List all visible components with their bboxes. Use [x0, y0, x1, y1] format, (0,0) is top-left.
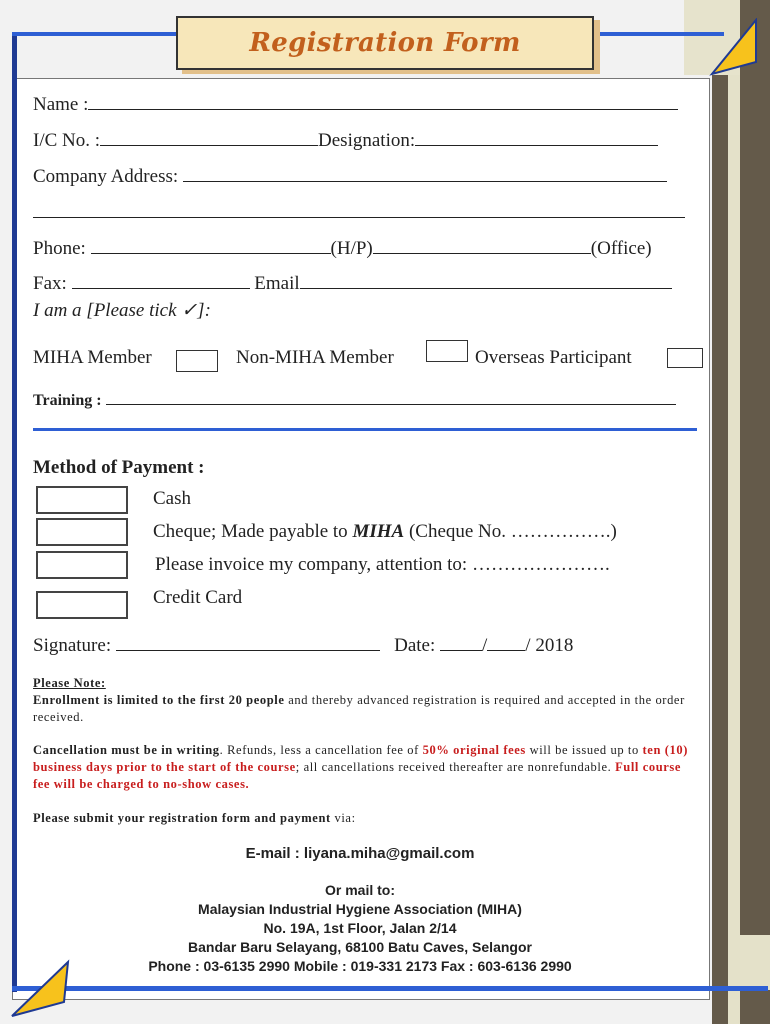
email-label: Email [254, 273, 300, 294]
bottom-right-decor-block [728, 935, 770, 990]
cash-label: Cash [153, 488, 191, 509]
cancellation-deadline: ten (10) business days prior to the start of the course [33, 743, 688, 774]
company-address-input[interactable] [183, 164, 667, 182]
contact-email: E-mail : liyana.miha@gmail.com [245, 845, 475, 862]
cheque-checkbox[interactable] [36, 518, 128, 546]
fax-input[interactable] [72, 271, 250, 289]
company-address-row-2 [33, 200, 685, 224]
phone-row [33, 236, 652, 260]
cheque-label: Cheque; Made payable to [153, 521, 353, 542]
contact-address-2: Bandar Baru Selayang, 68100 Batu Caves, Selangor [188, 939, 532, 955]
ic-input[interactable] [100, 128, 318, 146]
title-banner [176, 16, 594, 70]
date-month-input[interactable] [487, 633, 525, 651]
cancellation-text-b: will be issued up to [525, 743, 643, 757]
training-row [33, 390, 676, 412]
company-address-label: Company Address: [33, 166, 179, 187]
ic-label: I/C No. : [33, 130, 101, 151]
note-heading: Please Note: [33, 676, 106, 690]
cheque-payee: MIHA [352, 521, 405, 542]
cancellation-heading: Cancellation must be in writing [33, 743, 220, 757]
payment-heading: Method of Payment : [33, 457, 205, 478]
phone-office-input[interactable] [373, 236, 591, 254]
phone-label: Phone: [33, 238, 86, 259]
company-address-row [33, 164, 667, 188]
date-separator: / [482, 635, 488, 656]
signature-label: Signature: [33, 635, 112, 656]
hp-label: (H/P) [330, 238, 373, 259]
cheque-number-label: (Cheque No. …………….) [404, 521, 617, 542]
fax-label: Fax: [33, 273, 67, 294]
date-day-input[interactable] [440, 633, 482, 651]
right-decor-strip-edge [740, 0, 770, 1024]
phone-hp-input[interactable] [91, 236, 331, 254]
miha-member-label: MIHA Member [33, 347, 152, 368]
overseas-participant-checkbox[interactable] [667, 348, 703, 368]
ic-row [33, 128, 658, 152]
training-label: Training : [33, 392, 102, 409]
training-input[interactable] [106, 390, 676, 405]
name-row [33, 92, 678, 116]
name-input[interactable] [88, 92, 678, 110]
invoice-label: Please invoice my company, attention to: …………………. [155, 554, 610, 575]
note-enrollment [33, 675, 701, 726]
company-address-input-2[interactable] [33, 200, 685, 218]
fax-email-row [33, 271, 672, 295]
top-right-triangle-icon [698, 18, 758, 78]
overseas-participant-label: Overseas Participant [475, 347, 632, 368]
note-submit [33, 810, 701, 827]
name-label: Name : [33, 94, 89, 115]
designation-input[interactable] [415, 128, 658, 146]
enrollment-limit: Enrollment is limited to the first 20 people [33, 693, 285, 707]
non-miha-member-label: Non-MIHA Member [236, 347, 394, 368]
no-show-warning: Full course fee will be charged to no-show cases. [33, 760, 682, 791]
signature-row [33, 633, 573, 657]
cash-checkbox[interactable] [36, 486, 128, 514]
invoice-checkbox[interactable] [36, 551, 128, 579]
contact-mail-intro: Or mail to: [324, 882, 395, 898]
cancellation-text-c: ; all cancellations received thereafter are nonrefundable. [295, 760, 616, 774]
miha-member-checkbox[interactable] [176, 350, 218, 372]
contact-organization: Malaysian Industrial Hygiene Association (MIHA) [198, 901, 522, 917]
submit-text: via: [330, 811, 356, 825]
enrollment-text: and thereby advanced registration is required and accepted in the order received. [33, 693, 685, 724]
office-label: (Office) [590, 238, 652, 259]
note-cancellation [33, 742, 701, 793]
signature-input[interactable] [116, 633, 380, 651]
cheque-row [153, 521, 617, 543]
date-label: Date: [394, 635, 436, 656]
cancellation-text-a: . Refunds, less a cancellation fee of [219, 743, 423, 757]
contact-address-1: No. 19A, 1st Floor, Jalan 2/14 [263, 920, 457, 936]
credit-card-checkbox[interactable] [36, 591, 128, 619]
submit-heading: Please submit your registration form and payment [33, 811, 331, 825]
email-input[interactable] [300, 271, 672, 289]
section-divider [33, 428, 697, 431]
designation-label: Designation: [318, 130, 416, 151]
bottom-blue-border [12, 986, 768, 991]
date-year: / 2018 [525, 635, 574, 656]
page-title: Registration Form [249, 28, 521, 58]
contact-phones: Phone : 03-6135 2990 Mobile : 019-331 2173 Fax : 603-6136 2990 [148, 958, 572, 974]
participant-prompt: I am a [Please tick ✓]: [33, 300, 211, 321]
cancellation-fee: 50% original fees [422, 743, 526, 757]
non-miha-member-checkbox[interactable] [426, 340, 468, 362]
credit-card-label: Credit Card [153, 587, 243, 608]
